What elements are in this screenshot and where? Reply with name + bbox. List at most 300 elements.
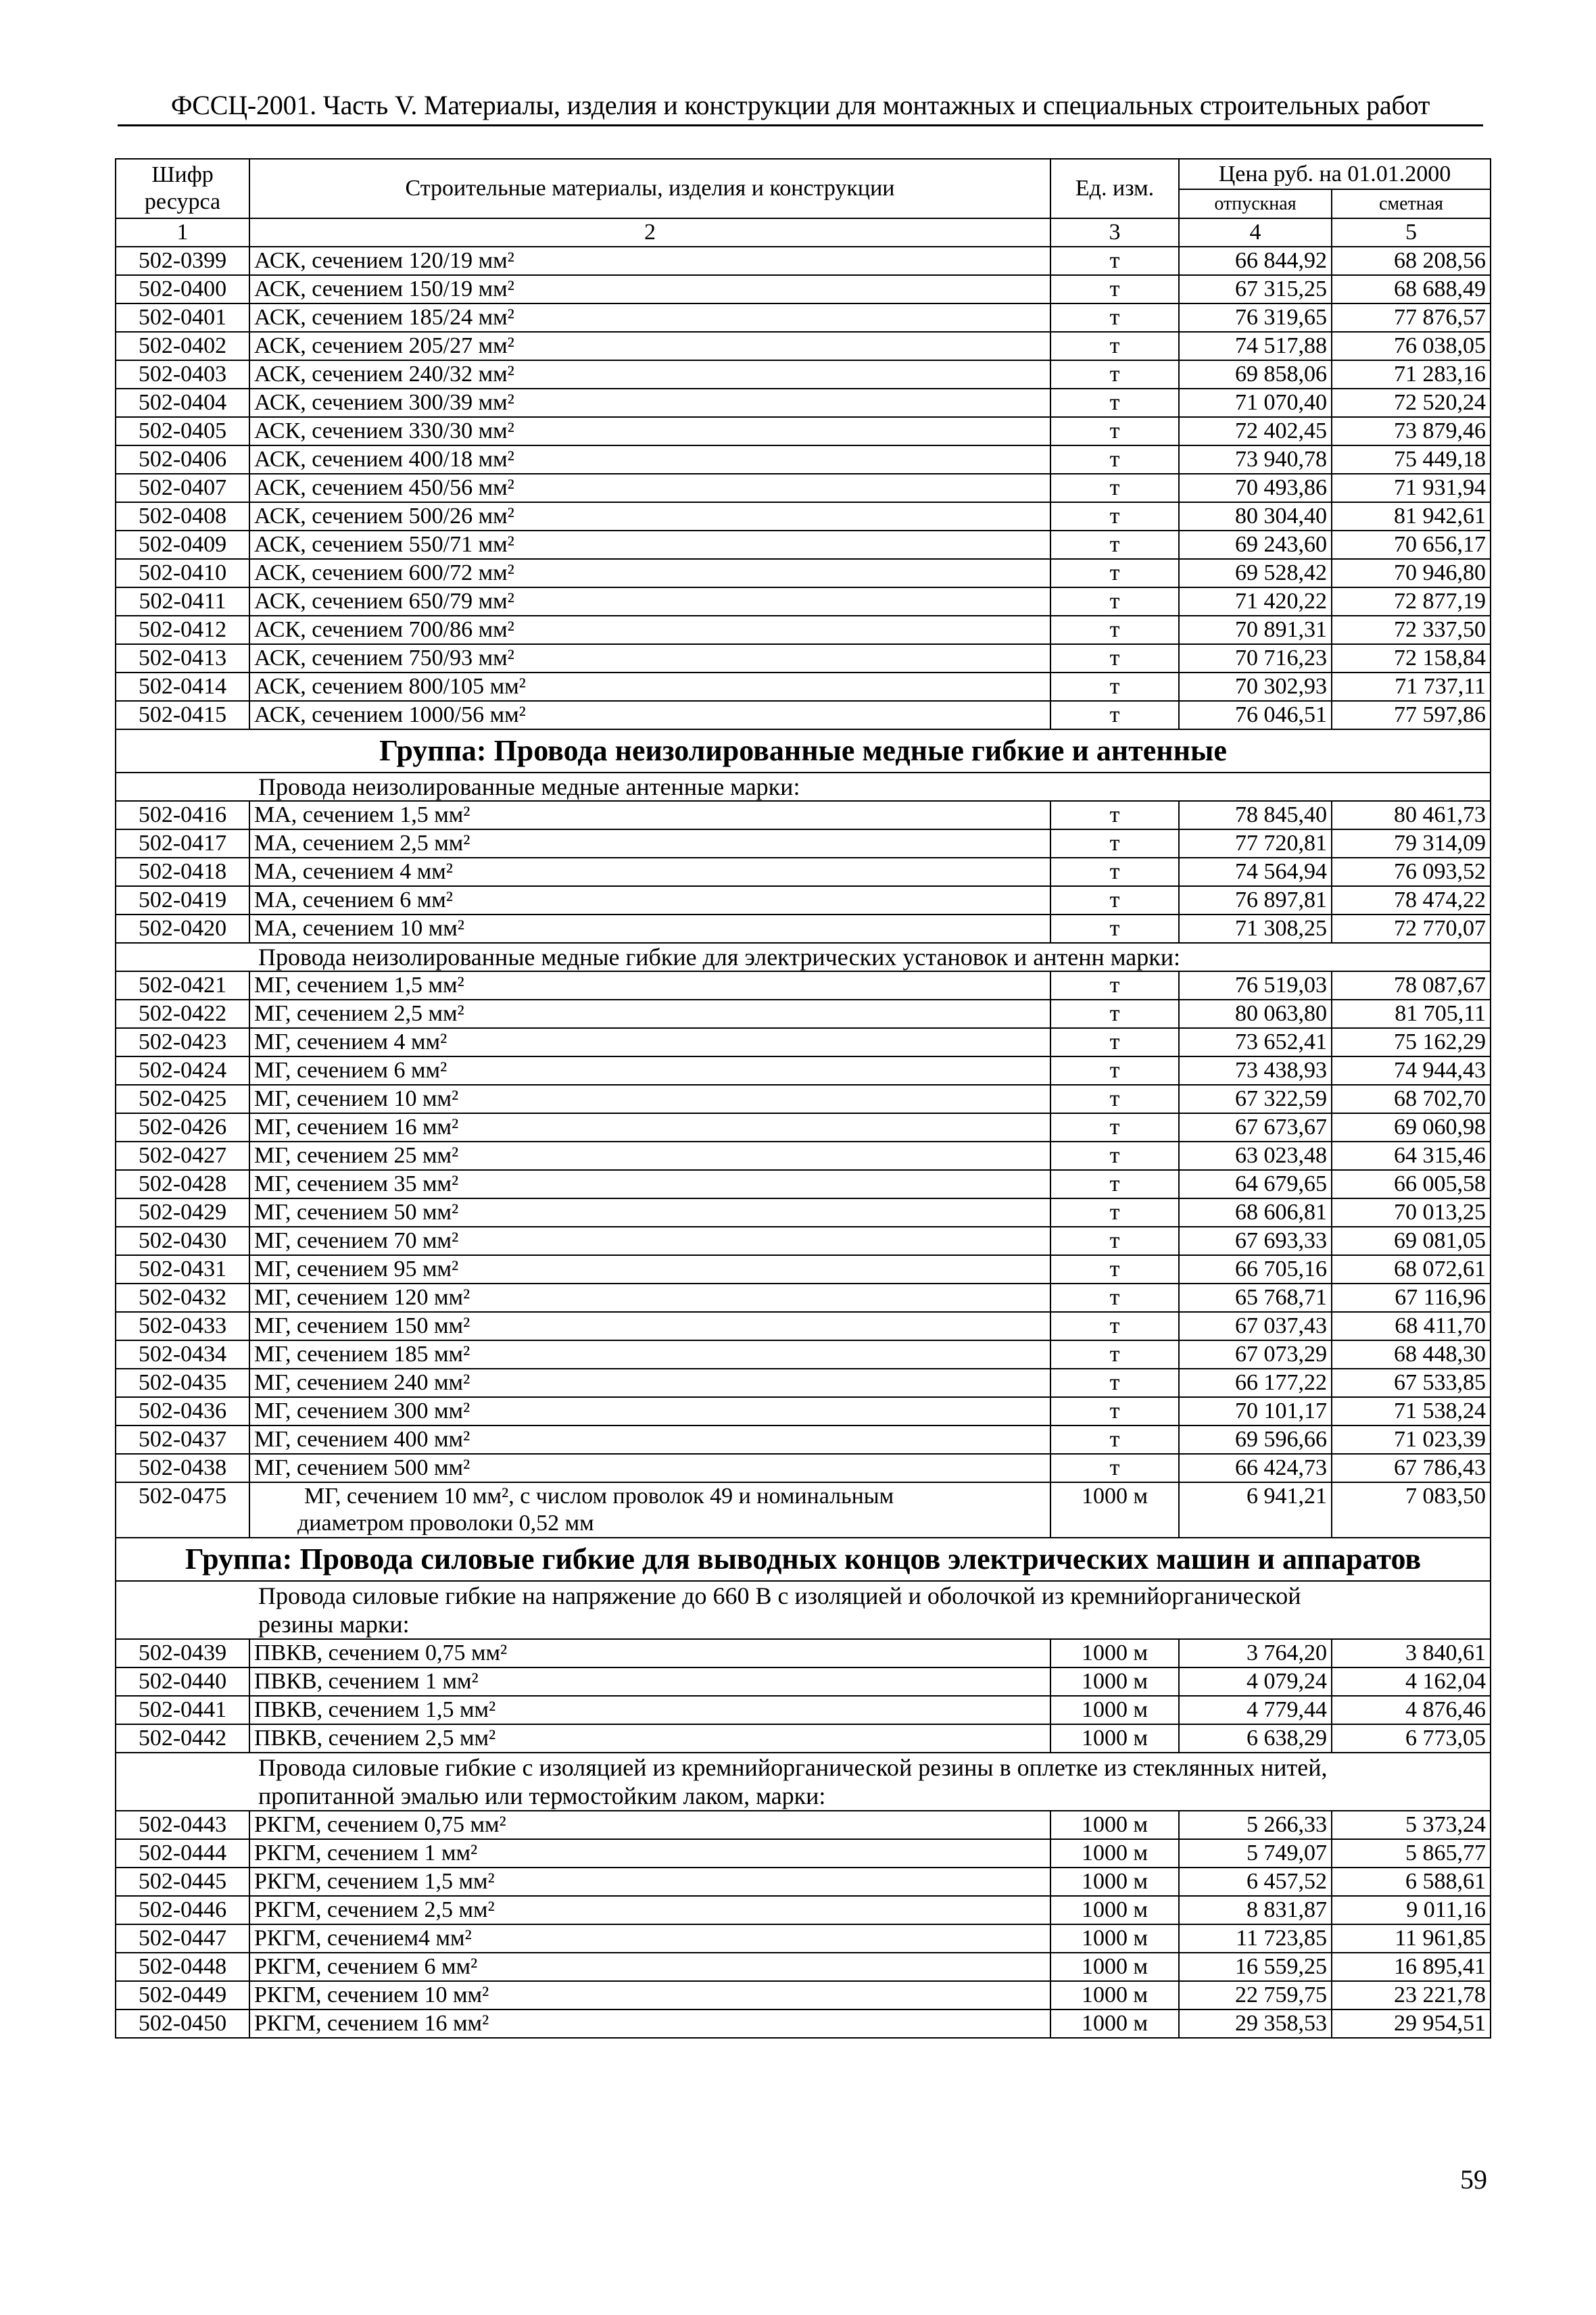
- unit-of-measure: 1000 м: [1050, 1953, 1179, 1981]
- estimate-price: 79 314,09: [1332, 829, 1491, 858]
- estimate-price: 75 449,18: [1332, 445, 1491, 474]
- material-name: МГ, сечением 16 мм²: [249, 1113, 1050, 1142]
- table-row: [116, 587, 1491, 616]
- release-price: 77 720,81: [1179, 829, 1332, 858]
- resource-code: 502-0416: [116, 801, 249, 829]
- estimate-price: 75 162,29: [1332, 1028, 1491, 1056]
- material-name: ПВКВ, сечением 0,75 мм²: [249, 1639, 1050, 1667]
- material-name: РКГМ, сечением 1 мм²: [249, 1839, 1050, 1868]
- estimate-price: 11 961,85: [1332, 1924, 1491, 1953]
- unit-of-measure: т: [1050, 1340, 1179, 1369]
- resource-code: 502-0424: [116, 1056, 249, 1085]
- table-row: [116, 1340, 1491, 1369]
- resource-code: 502-0430: [116, 1227, 249, 1255]
- material-name: АСК, сечением 450/56 мм²: [249, 474, 1050, 502]
- subgroup-heading: [116, 1753, 1491, 1811]
- material-name: МА, сечением 6 мм²: [249, 886, 1050, 915]
- col-index-4: 4: [1179, 218, 1332, 247]
- unit-of-measure: т: [1050, 644, 1179, 673]
- resource-code: 502-0410: [116, 559, 249, 587]
- table-row: [116, 1056, 1491, 1085]
- release-price: 67 315,25: [1179, 275, 1332, 303]
- col-index-1: 1: [116, 218, 249, 247]
- estimate-price: 72 337,50: [1332, 616, 1491, 644]
- material-name: МА, сечением 2,5 мм²: [249, 829, 1050, 858]
- release-price: 70 302,93: [1179, 673, 1332, 701]
- release-price: 67 073,29: [1179, 1340, 1332, 1369]
- material-name: МГ, сечением 50 мм²: [249, 1198, 1050, 1227]
- resource-code: 502-0405: [116, 417, 249, 445]
- unit-of-measure: 1000 м: [1050, 1924, 1179, 1953]
- resource-code: 502-0435: [116, 1369, 249, 1397]
- estimate-price: 80 461,73: [1332, 801, 1491, 829]
- material-name: МГ, сечением 35 мм²: [249, 1170, 1050, 1198]
- resource-code: 502-0439: [116, 1639, 249, 1667]
- release-price: 6 457,52: [1179, 1868, 1332, 1896]
- table-row: [116, 1425, 1491, 1454]
- resource-code: 502-0475: [116, 1482, 249, 1538]
- unit-of-measure: т: [1050, 673, 1179, 701]
- unit-of-measure: 1000 м: [1050, 1724, 1179, 1753]
- unit-of-measure: т: [1050, 1000, 1179, 1028]
- table-row: [116, 801, 1491, 829]
- estimate-price: 71 538,24: [1332, 1397, 1491, 1425]
- table-row: [116, 1312, 1491, 1340]
- material-name: МА, сечением 10 мм²: [249, 915, 1050, 943]
- material-name: ПВКВ, сечением 2,5 мм²: [249, 1724, 1050, 1753]
- subgroup-heading-line-1: Провода силовые гибкие на напряжение до 660 В с изоляцией и оболочкой из кремнийорганической: [258, 1582, 1301, 1609]
- page-number: 59: [1460, 2164, 1487, 2195]
- col-index-5: 5: [1332, 218, 1491, 247]
- estimate-price: 70 656,17: [1332, 531, 1491, 559]
- material-name: МГ, сечением 2,5 мм²: [249, 1000, 1050, 1028]
- unit-of-measure: т: [1050, 445, 1179, 474]
- col-header-estimate: сметная: [1332, 189, 1491, 218]
- unit-of-measure: т: [1050, 858, 1179, 886]
- material-name: МГ, сечением 25 мм²: [249, 1142, 1050, 1170]
- table-row: [116, 1113, 1491, 1142]
- price-table: [115, 158, 1491, 2039]
- material-name: РКГМ, сечением 10 мм²: [249, 1981, 1050, 2009]
- unit-of-measure: т: [1050, 1113, 1179, 1142]
- estimate-price: 74 944,43: [1332, 1056, 1491, 1085]
- estimate-price: 71 737,11: [1332, 673, 1491, 701]
- col-header-code: Шифр ресурса: [116, 159, 249, 218]
- material-name: МГ, сечением 10 мм²: [249, 1085, 1050, 1113]
- table-row: [116, 644, 1491, 673]
- material-name: МГ, сечением 4 мм²: [249, 1028, 1050, 1056]
- resource-code: 502-0415: [116, 701, 249, 729]
- unit-of-measure: т: [1050, 474, 1179, 502]
- estimate-price: 68 688,49: [1332, 275, 1491, 303]
- material-name: МГ, сечением 500 мм²: [249, 1454, 1050, 1482]
- subgroup-heading: Провода неизолированные медные антенные марки:: [116, 773, 1491, 801]
- resource-code: 502-0448: [116, 1953, 249, 1981]
- release-price: 72 402,45: [1179, 417, 1332, 445]
- table-row: [116, 389, 1491, 417]
- release-price: 80 063,80: [1179, 1000, 1332, 1028]
- estimate-price: 67 533,85: [1332, 1369, 1491, 1397]
- unit-of-measure: т: [1050, 360, 1179, 389]
- resource-code: 502-0445: [116, 1868, 249, 1896]
- release-price: 64 679,65: [1179, 1170, 1332, 1198]
- unit-of-measure: т: [1050, 303, 1179, 332]
- subgroup-heading-line-2: пропитанной эмалью или термостойким лаком, марки:: [258, 1782, 826, 1809]
- col-index-2: 2: [249, 218, 1050, 247]
- material-name: МГ, сечением 6 мм²: [249, 1056, 1050, 1085]
- table-row: [116, 559, 1491, 587]
- unit-of-measure: т: [1050, 1056, 1179, 1085]
- release-price: 69 596,66: [1179, 1425, 1332, 1454]
- estimate-price: 69 060,98: [1332, 1113, 1491, 1142]
- material-name: РКГМ, сечением4 мм²: [249, 1924, 1050, 1953]
- unit-of-measure: 1000 м: [1050, 1696, 1179, 1724]
- resource-code: 502-0447: [116, 1924, 249, 1953]
- release-price: 65 768,71: [1179, 1284, 1332, 1312]
- material-name: АСК, сечением 205/27 мм²: [249, 332, 1050, 360]
- table-row: [116, 1724, 1491, 1753]
- estimate-price: 77 876,57: [1332, 303, 1491, 332]
- table-row: [116, 332, 1491, 360]
- estimate-price: 5 865,77: [1332, 1839, 1491, 1868]
- resource-code: 502-0425: [116, 1085, 249, 1113]
- release-price: 74 564,94: [1179, 858, 1332, 886]
- resource-code: 502-0438: [116, 1454, 249, 1482]
- release-price: 69 528,42: [1179, 559, 1332, 587]
- table-row: [116, 1696, 1491, 1724]
- resource-code: 502-0440: [116, 1667, 249, 1696]
- table-row: [116, 1482, 1491, 1538]
- table-row: [116, 673, 1491, 701]
- table-row: [116, 1198, 1491, 1227]
- table-row: [116, 2009, 1491, 2038]
- estimate-price: 7 083,50: [1332, 1482, 1491, 1538]
- table-row: [116, 1868, 1491, 1896]
- release-price: 66 177,22: [1179, 1369, 1332, 1397]
- group-heading: Группа: Провода силовые гибкие для выводных концов электрических машин и аппаратов: [116, 1538, 1491, 1581]
- subgroup-row: [116, 943, 1491, 971]
- estimate-price: 6 588,61: [1332, 1868, 1491, 1896]
- col-header-name: Строительные материалы, изделия и конструкции: [249, 159, 1050, 218]
- unit-of-measure: т: [1050, 332, 1179, 360]
- table-row: [116, 1811, 1491, 1839]
- estimate-price: 72 877,19: [1332, 587, 1491, 616]
- unit-of-measure: 1000 м: [1050, 1839, 1179, 1868]
- material-name: АСК, сечением 150/19 мм²: [249, 275, 1050, 303]
- table-row: [116, 1255, 1491, 1284]
- release-price: 3 764,20: [1179, 1639, 1332, 1667]
- unit-of-measure: 1000 м: [1050, 1981, 1179, 2009]
- estimate-price: 4 162,04: [1332, 1667, 1491, 1696]
- material-name: АСК, сечением 400/18 мм²: [249, 445, 1050, 474]
- material-name: РКГМ, сечением 2,5 мм²: [249, 1896, 1050, 1924]
- material-name: МГ, сечением 185 мм²: [249, 1340, 1050, 1369]
- table-header-row: [116, 159, 1491, 189]
- estimate-price: 68 072,61: [1332, 1255, 1491, 1284]
- resource-code: 502-0433: [116, 1312, 249, 1340]
- table-row: [116, 1924, 1491, 1953]
- release-price: 69 858,06: [1179, 360, 1332, 389]
- release-price: 73 438,93: [1179, 1056, 1332, 1085]
- release-price: 71 420,22: [1179, 587, 1332, 616]
- material-name: МГ, сечением 120 мм²: [249, 1284, 1050, 1312]
- material-name: АСК, сечением 120/19 мм²: [249, 247, 1050, 275]
- table-row: [116, 829, 1491, 858]
- material-name: РКГМ, сечением 1,5 мм²: [249, 1868, 1050, 1896]
- material-name: АСК, сечением 330/30 мм²: [249, 417, 1050, 445]
- resource-code: 502-0428: [116, 1170, 249, 1198]
- resource-code: 502-0422: [116, 1000, 249, 1028]
- release-price: 74 517,88: [1179, 332, 1332, 360]
- estimate-price: 3 840,61: [1332, 1639, 1491, 1667]
- estimate-price: 67 116,96: [1332, 1284, 1491, 1312]
- table-row: [116, 247, 1491, 275]
- table-row: [116, 701, 1491, 729]
- unit-of-measure: т: [1050, 801, 1179, 829]
- group-heading: Группа: Провода неизолированные медные гибкие и антенные: [116, 729, 1491, 773]
- resource-code: 502-0421: [116, 971, 249, 1000]
- release-price: 70 891,31: [1179, 616, 1332, 644]
- table-row: [116, 417, 1491, 445]
- unit-of-measure: т: [1050, 971, 1179, 1000]
- release-price: 11 723,85: [1179, 1924, 1332, 1953]
- material-name: АСК, сечением 650/79 мм²: [249, 587, 1050, 616]
- table-row: [116, 1227, 1491, 1255]
- table-row: [116, 502, 1491, 531]
- unit-of-measure: т: [1050, 389, 1179, 417]
- material-name: МА, сечением 1,5 мм²: [249, 801, 1050, 829]
- resource-code: 502-0420: [116, 915, 249, 943]
- unit-of-measure: 1000 м: [1050, 2009, 1179, 2038]
- table-row: [116, 1639, 1491, 1667]
- table-row: [116, 1000, 1491, 1028]
- release-price: 70 716,23: [1179, 644, 1332, 673]
- unit-of-measure: 1000 м: [1050, 1639, 1179, 1667]
- release-price: 76 897,81: [1179, 886, 1332, 915]
- subgroup-heading: Провода неизолированные медные гибкие для электрических установок и антенн марки:: [116, 943, 1491, 971]
- estimate-price: 64 315,46: [1332, 1142, 1491, 1170]
- release-price: 68 606,81: [1179, 1198, 1332, 1227]
- resource-code: 502-0446: [116, 1896, 249, 1924]
- release-price: 73 940,78: [1179, 445, 1332, 474]
- resource-code: 502-0426: [116, 1113, 249, 1142]
- release-price: 63 023,48: [1179, 1142, 1332, 1170]
- material-name: АСК, сечением 600/72 мм²: [249, 559, 1050, 587]
- estimate-price: 68 702,70: [1332, 1085, 1491, 1113]
- estimate-price: 81 942,61: [1332, 502, 1491, 531]
- material-name: АСК, сечением 800/105 мм²: [249, 673, 1050, 701]
- resource-code: 502-0423: [116, 1028, 249, 1056]
- estimate-price: 76 038,05: [1332, 332, 1491, 360]
- estimate-price: 29 954,51: [1332, 2009, 1491, 2038]
- release-price: 29 358,53: [1179, 2009, 1332, 2038]
- unit-of-measure: т: [1050, 1085, 1179, 1113]
- resource-code: 502-0443: [116, 1811, 249, 1839]
- release-price: 71 070,40: [1179, 389, 1332, 417]
- table-row: [116, 1170, 1491, 1198]
- release-price: 78 845,40: [1179, 801, 1332, 829]
- table-row: [116, 275, 1491, 303]
- resource-code: 502-0431: [116, 1255, 249, 1284]
- unit-of-measure: 1000 м: [1050, 1896, 1179, 1924]
- material-name: МГ, сечением 400 мм²: [249, 1425, 1050, 1454]
- unit-of-measure: т: [1050, 1369, 1179, 1397]
- material-name: МГ, сечением 95 мм²: [249, 1255, 1050, 1284]
- unit-of-measure: т: [1050, 247, 1179, 275]
- resource-code: 502-0418: [116, 858, 249, 886]
- estimate-price: 71 931,94: [1332, 474, 1491, 502]
- table-row: [116, 971, 1491, 1000]
- table-row: [116, 1667, 1491, 1696]
- unit-of-measure: т: [1050, 1284, 1179, 1312]
- estimate-price: 70 946,80: [1332, 559, 1491, 587]
- page-header: ФССЦ-2001. Часть V. Материалы, изделия и конструкции для монтажных и специальных строительных работ: [118, 87, 1483, 126]
- unit-of-measure: 1000 м: [1050, 1667, 1179, 1696]
- unit-of-measure: т: [1050, 559, 1179, 587]
- resource-code: 502-0408: [116, 502, 249, 531]
- material-name: ПВКВ, сечением 1 мм²: [249, 1667, 1050, 1696]
- release-price: 69 243,60: [1179, 531, 1332, 559]
- resource-code: 502-0412: [116, 616, 249, 644]
- release-price: 70 493,86: [1179, 474, 1332, 502]
- column-index-row: [116, 218, 1491, 247]
- resource-code: 502-0411: [116, 587, 249, 616]
- estimate-price: 69 081,05: [1332, 1227, 1491, 1255]
- release-price: 6 941,21: [1179, 1482, 1332, 1538]
- unit-of-measure: 1000 м: [1050, 1868, 1179, 1896]
- estimate-price: 71 283,16: [1332, 360, 1491, 389]
- release-price: 76 319,65: [1179, 303, 1332, 332]
- estimate-price: 68 448,30: [1332, 1340, 1491, 1369]
- resource-code: 502-0401: [116, 303, 249, 332]
- estimate-price: 77 597,86: [1332, 701, 1491, 729]
- material-name-line-1: МГ, сечением 10 мм², с числом проволок 49 и номинальным: [304, 1484, 894, 1509]
- table-row: [116, 1397, 1491, 1425]
- resource-code: 502-0407: [116, 474, 249, 502]
- resource-code: 502-0417: [116, 829, 249, 858]
- resource-code: 502-0403: [116, 360, 249, 389]
- estimate-price: 78 087,67: [1332, 971, 1491, 1000]
- release-price: 4 079,24: [1179, 1667, 1332, 1696]
- material-name: ПВКВ, сечением 1,5 мм²: [249, 1696, 1050, 1724]
- estimate-price: 6 773,05: [1332, 1724, 1491, 1753]
- subgroup-heading-line-2: резины марки:: [258, 1611, 410, 1638]
- material-name: АСК, сечением 1000/56 мм²: [249, 701, 1050, 729]
- unit-of-measure: т: [1050, 829, 1179, 858]
- estimate-price: 78 474,22: [1332, 886, 1491, 915]
- resource-code: 502-0406: [116, 445, 249, 474]
- resource-code: 502-0442: [116, 1724, 249, 1753]
- release-price: 70 101,17: [1179, 1397, 1332, 1425]
- resource-code: 502-0436: [116, 1397, 249, 1425]
- release-price: 5 266,33: [1179, 1811, 1332, 1839]
- material-name: МА, сечением 4 мм²: [249, 858, 1050, 886]
- estimate-price: 68 208,56: [1332, 247, 1491, 275]
- unit-of-measure: т: [1050, 587, 1179, 616]
- table-row: [116, 1028, 1491, 1056]
- table-row: [116, 915, 1491, 943]
- unit-of-measure: т: [1050, 1425, 1179, 1454]
- estimate-price: 4 876,46: [1332, 1696, 1491, 1724]
- material-name: МГ, сечением 240 мм²: [249, 1369, 1050, 1397]
- table-row: [116, 1981, 1491, 2009]
- estimate-price: 70 013,25: [1332, 1198, 1491, 1227]
- col-header-unit: Ед. изм.: [1050, 159, 1179, 218]
- resource-code: 502-0427: [116, 1142, 249, 1170]
- subgroup-row: [116, 1753, 1491, 1811]
- table-row: [116, 858, 1491, 886]
- material-name: РКГМ, сечением 16 мм²: [249, 2009, 1050, 2038]
- release-price: 8 831,87: [1179, 1896, 1332, 1924]
- table-row: [116, 616, 1491, 644]
- estimate-price: 5 373,24: [1332, 1811, 1491, 1839]
- unit-of-measure: т: [1050, 701, 1179, 729]
- resource-code: 502-0419: [116, 886, 249, 915]
- unit-of-measure: т: [1050, 1255, 1179, 1284]
- table-row: [116, 303, 1491, 332]
- material-name: АСК, сечением 240/32 мм²: [249, 360, 1050, 389]
- unit-of-measure: 1000 м: [1050, 1811, 1179, 1839]
- table-row: [116, 886, 1491, 915]
- unit-of-measure: 1000 м: [1050, 1482, 1179, 1538]
- estimate-price: 73 879,46: [1332, 417, 1491, 445]
- release-price: 66 844,92: [1179, 247, 1332, 275]
- release-price: 67 693,33: [1179, 1227, 1332, 1255]
- material-name: РКГМ, сечением 0,75 мм²: [249, 1811, 1050, 1839]
- estimate-price: 72 158,84: [1332, 644, 1491, 673]
- release-price: 66 705,16: [1179, 1255, 1332, 1284]
- resource-code: 502-0444: [116, 1839, 249, 1868]
- table-row: [116, 474, 1491, 502]
- release-price: 71 308,25: [1179, 915, 1332, 943]
- unit-of-measure: т: [1050, 1142, 1179, 1170]
- col-header-price: Цена руб. на 01.01.2000: [1179, 159, 1491, 189]
- material-name: АСК, сечением 500/26 мм²: [249, 502, 1050, 531]
- unit-of-measure: т: [1050, 502, 1179, 531]
- resource-code: 502-0437: [116, 1425, 249, 1454]
- release-price: 67 037,43: [1179, 1312, 1332, 1340]
- material-name: [249, 1482, 1050, 1538]
- material-name-line-2: диаметром проволоки 0,52 мм: [297, 1511, 594, 1536]
- table-row: [116, 360, 1491, 389]
- subgroup-heading: [116, 1581, 1491, 1639]
- unit-of-measure: т: [1050, 1170, 1179, 1198]
- release-price: 67 322,59: [1179, 1085, 1332, 1113]
- release-price: 6 638,29: [1179, 1724, 1332, 1753]
- release-price: 16 559,25: [1179, 1953, 1332, 1981]
- estimate-price: 66 005,58: [1332, 1170, 1491, 1198]
- table-row: [116, 445, 1491, 474]
- resource-code: 502-0402: [116, 332, 249, 360]
- resource-code: 502-0413: [116, 644, 249, 673]
- material-name: РКГМ, сечением 6 мм²: [249, 1953, 1050, 1981]
- release-price: 76 046,51: [1179, 701, 1332, 729]
- material-name: АСК, сечением 700/86 мм²: [249, 616, 1050, 644]
- unit-of-measure: т: [1050, 1312, 1179, 1340]
- resource-code: 502-0399: [116, 247, 249, 275]
- subgroup-row: [116, 773, 1491, 801]
- estimate-price: 9 011,16: [1332, 1896, 1491, 1924]
- table-row: [116, 1369, 1491, 1397]
- group-heading-row: [116, 1538, 1491, 1581]
- unit-of-measure: т: [1050, 1028, 1179, 1056]
- table-row: [116, 1142, 1491, 1170]
- material-name: МГ, сечением 1,5 мм²: [249, 971, 1050, 1000]
- estimate-price: 81 705,11: [1332, 1000, 1491, 1028]
- resource-code: 502-0449: [116, 1981, 249, 2009]
- release-price: 4 779,44: [1179, 1696, 1332, 1724]
- unit-of-measure: т: [1050, 915, 1179, 943]
